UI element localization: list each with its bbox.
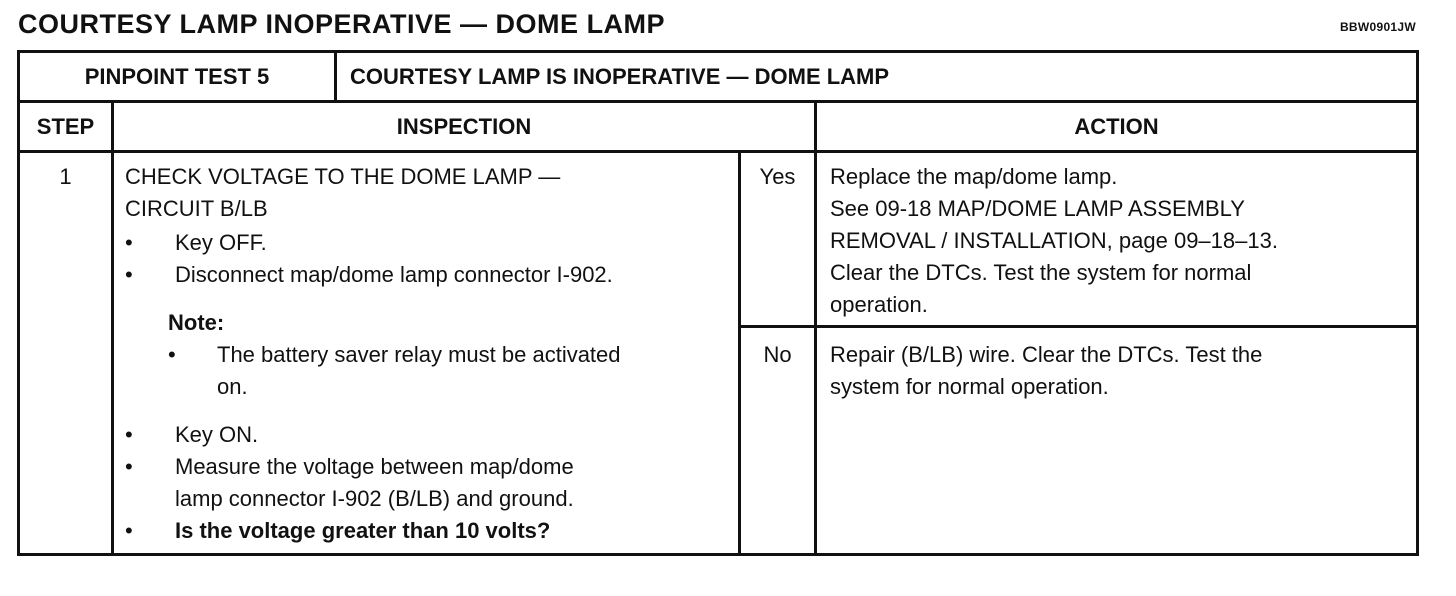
column-header-action: ACTION (1074, 113, 1159, 139)
note-text-line1: The battery saver relay must be activated (217, 342, 621, 367)
pinpoint-number: PINPOINT TEST 5 (20, 53, 337, 100)
yes-no-divider (738, 325, 1416, 328)
inspection-step-key-off: Key OFF. (175, 230, 267, 255)
pinpoint-test-table (17, 50, 1419, 556)
bullet-icon: • (125, 422, 133, 447)
step-number: 1 (59, 164, 72, 189)
bullet-icon: • (168, 342, 176, 367)
bullet-icon: • (125, 518, 133, 543)
bullet-icon: • (125, 230, 133, 255)
page-title: COURTESY LAMP INOPERATIVE — DOME LAMP (18, 9, 666, 39)
action-yes-line: operation. (830, 292, 928, 317)
pinpoint-header-row (20, 53, 1416, 103)
inspection-heading-line2: CIRCUIT B/LB (125, 196, 268, 221)
figure-code: BBW0901JW (1339, 20, 1416, 34)
inspection-heading-line1: CHECK VOLTAGE TO THE DOME LAMP — (125, 164, 561, 189)
pinpoint-title: COURTESY LAMP IS INOPERATIVE — DOME LAMP (350, 63, 890, 89)
note-label: Note: (168, 310, 225, 335)
action-no-line: Repair (B/LB) wire. Clear the DTCs. Test the (830, 342, 1263, 367)
bullet-icon: • (125, 262, 133, 287)
step-column-divider (111, 103, 114, 553)
action-yes-line: Replace the map/dome lamp. (830, 164, 1118, 189)
action-no-line: system for normal operation. (830, 374, 1109, 399)
action-yes-line: See 09-18 MAP/DOME LAMP ASSEMBLY (830, 196, 1245, 221)
inspection-step-disconnect: Disconnect map/dome lamp connector I-902. (175, 262, 613, 287)
inspection-step-key-on: Key ON. (175, 422, 259, 447)
answer-yes-label: Yes (759, 164, 796, 189)
action-yes-line: Clear the DTCs. Test the system for normal (830, 260, 1252, 285)
answer-no-label: No (763, 342, 792, 367)
bullet-icon: • (125, 454, 133, 479)
note-text-line2: on. (217, 374, 248, 399)
action-column-divider (814, 103, 817, 553)
column-header-step: STEP (36, 113, 95, 139)
inspection-step-measure-line1: Measure the voltage between map/dome (175, 454, 574, 479)
header-divider (20, 150, 1416, 153)
inspection-step-measure-line2: lamp connector I-902 (B/LB) and ground. (175, 486, 574, 511)
inspection-question: Is the voltage greater than 10 volts? (175, 518, 551, 543)
action-yes-line: REMOVAL / INSTALLATION, page 09–18–13. (830, 228, 1278, 253)
column-header-inspection: INSPECTION (396, 113, 532, 139)
